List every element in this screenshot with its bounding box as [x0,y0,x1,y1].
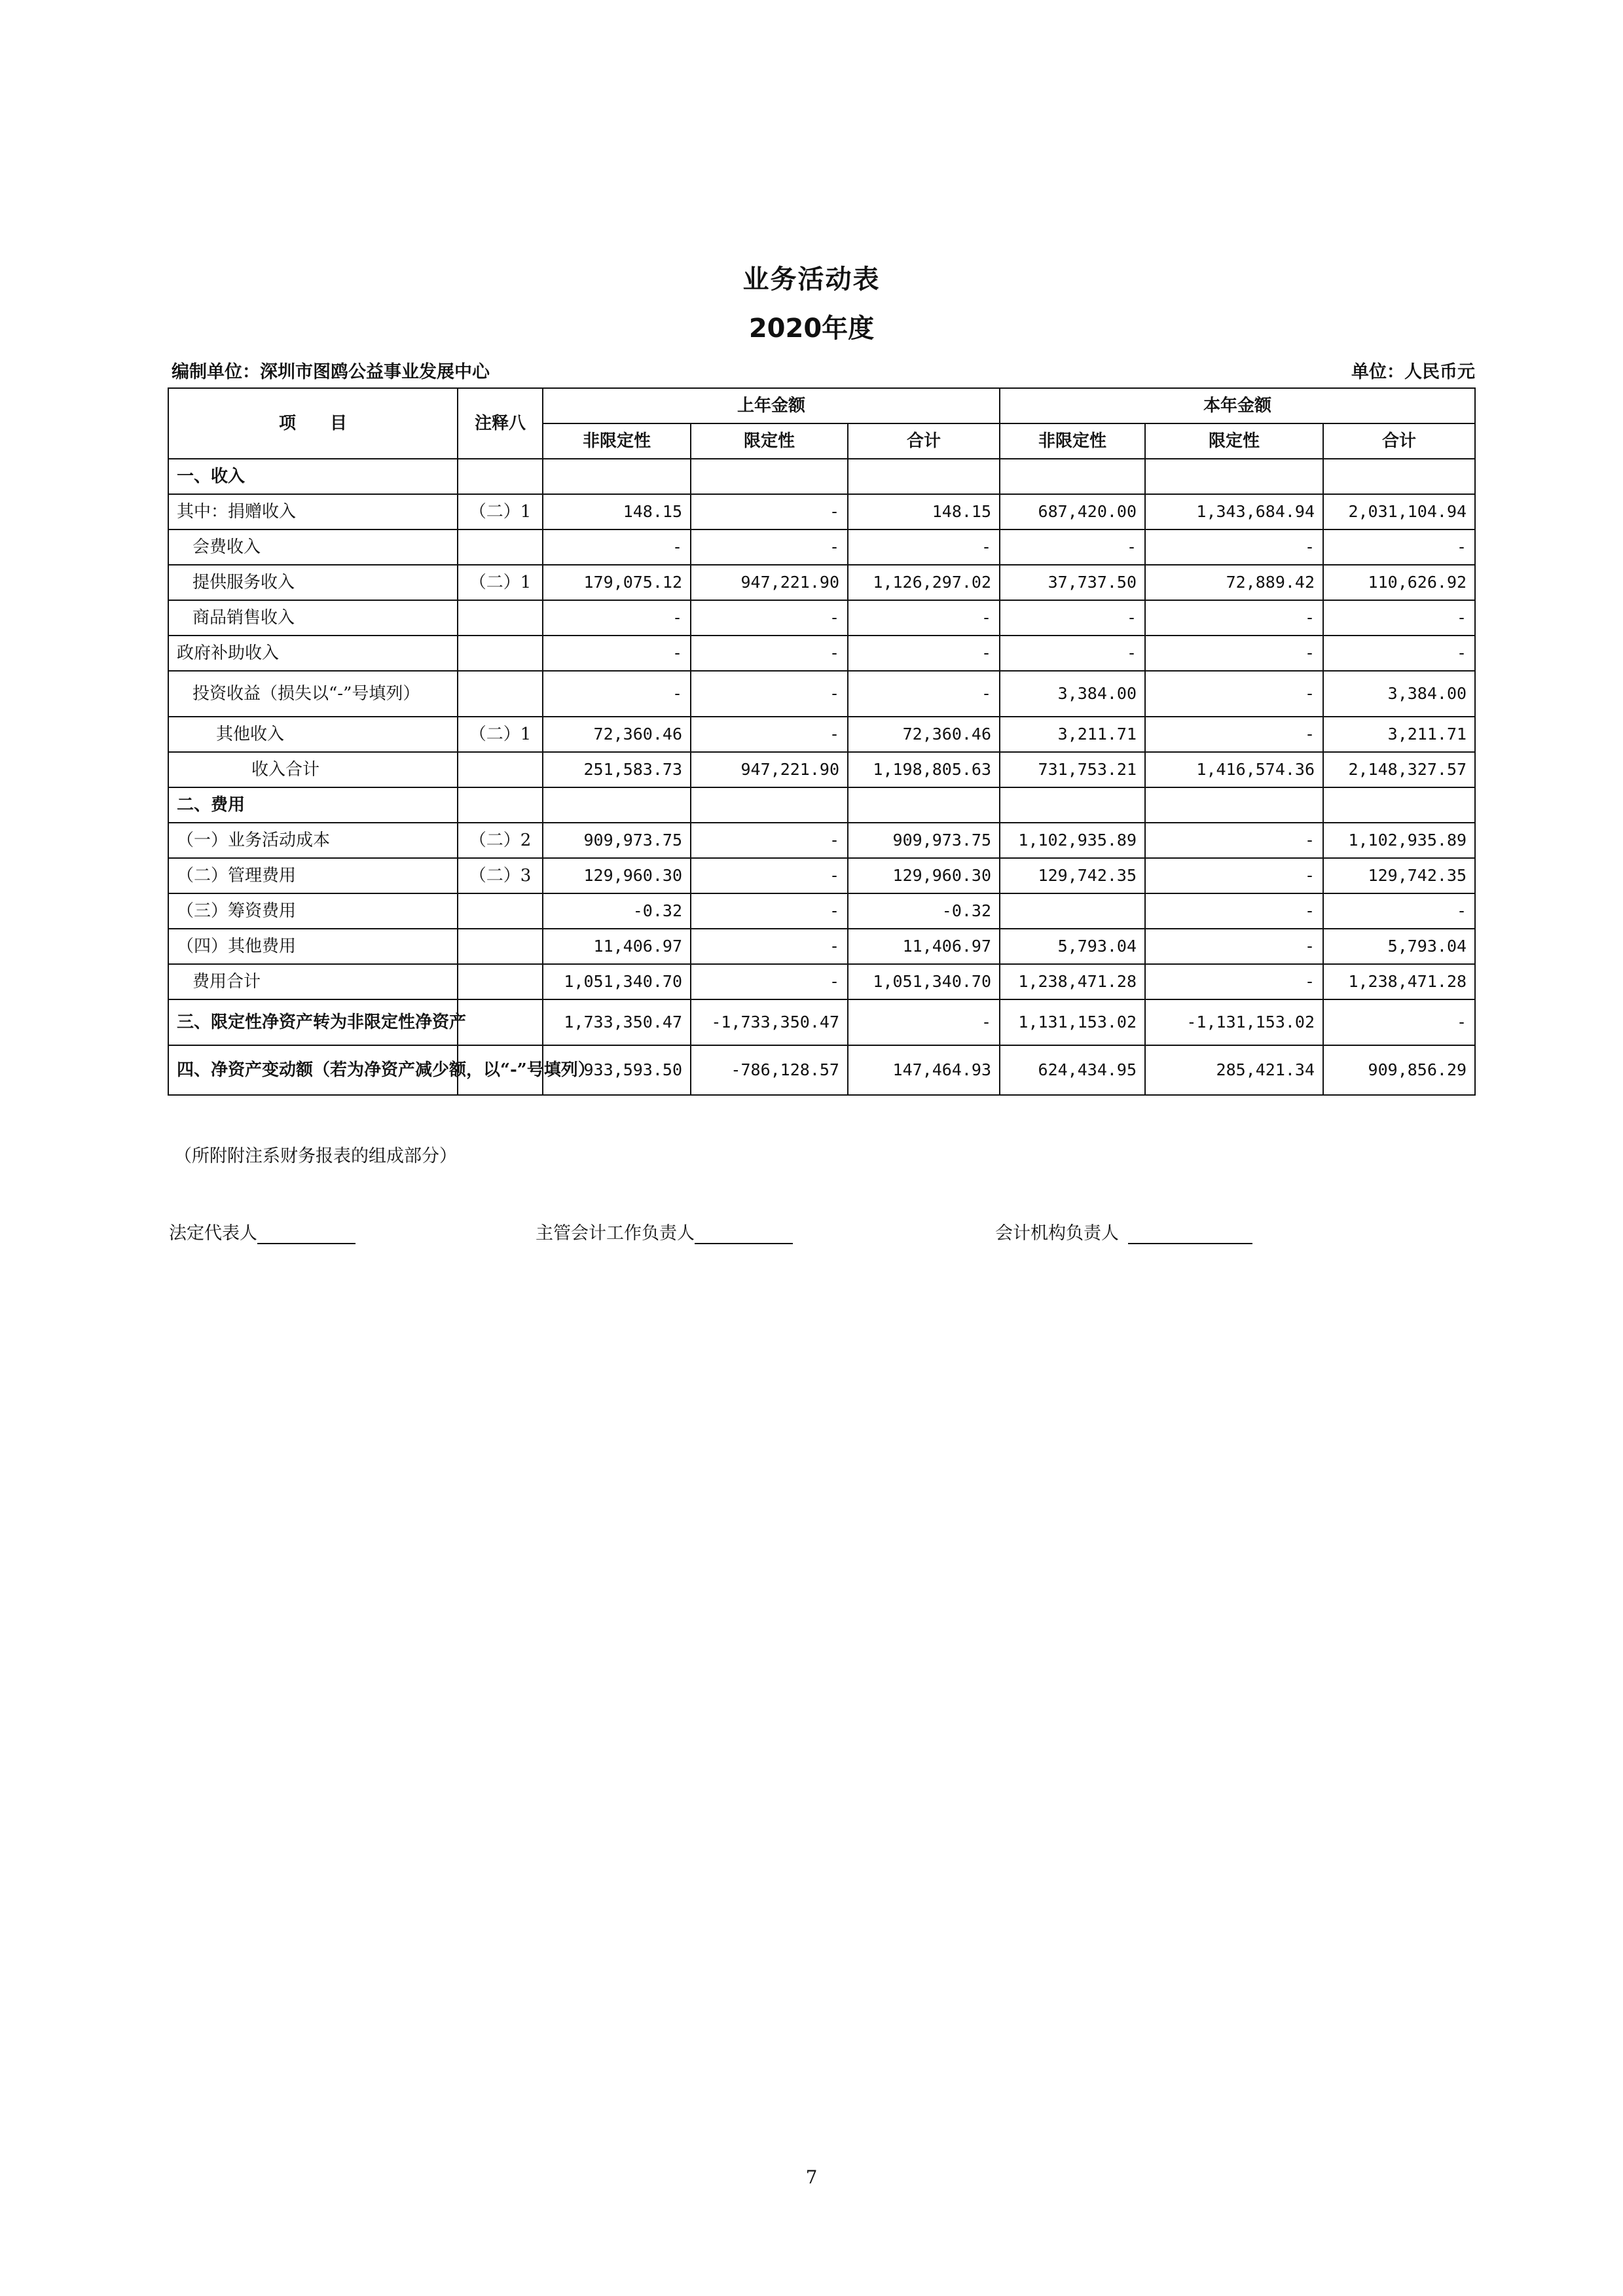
row-label: 三、限定性净资产转为非限定性净资产 [168,999,458,1045]
row-label: 一、收入 [168,459,458,494]
cell-prior-total: - [848,671,1000,717]
row-note [458,600,543,636]
cell-current-unrestricted: 1,238,471.28 [1000,964,1145,999]
header-row-1 [168,388,1475,423]
cell-current-total [1323,787,1475,823]
cell-prior-total: 1,126,297.02 [848,565,1000,600]
cell-current-total: - [1323,999,1475,1045]
cell-prior-unrestricted: - [543,671,691,717]
cell-prior-total [848,787,1000,823]
cell-prior-restricted: - [691,671,848,717]
cell-prior-total: 1,198,805.63 [848,752,1000,787]
row-label: 商品销售收入 [168,600,458,636]
cell-current-restricted [1145,787,1323,823]
report-year: 2020年度 [748,314,875,344]
cell-prior-unrestricted: - [543,529,691,565]
cell-prior-total [848,459,1000,494]
cell-prior-restricted: - [691,929,848,964]
cell-prior-total: -0.32 [848,893,1000,929]
preparing-org: 编制单位：深圳市图鸥公益事业发展中心 [172,362,490,382]
cell-prior-restricted: - [691,636,848,671]
cell-current-total: 5,793.04 [1323,929,1475,964]
row-label: 会费收入 [168,529,458,565]
report-title: 业务活动表 [742,264,881,295]
row-note [458,636,543,671]
row-note [458,964,543,999]
cell-prior-unrestricted: 933,593.50 [543,1045,691,1095]
cell-prior-total: 72,360.46 [848,717,1000,752]
cell-current-total [1323,459,1475,494]
cell-prior-total: 909,973.75 [848,823,1000,858]
signature-agency-head [995,1219,1252,1244]
cell-prior-unrestricted: 148.15 [543,494,691,529]
table-row [168,858,1475,893]
cell-current-unrestricted [1000,893,1145,929]
row-label: 费用合计 [168,964,458,999]
header-prior-restricted: 限定性 [691,423,848,459]
cell-prior-restricted [691,459,848,494]
cell-prior-total: 11,406.97 [848,929,1000,964]
row-label: （三）筹资费用 [168,893,458,929]
cell-prior-unrestricted: 251,583.73 [543,752,691,787]
cell-prior-restricted: - [691,964,848,999]
cell-prior-restricted: - [691,494,848,529]
business-activity-table [168,387,1476,1096]
table-row [168,823,1475,858]
table-row [168,717,1475,752]
cell-current-total: 2,148,327.57 [1323,752,1475,787]
row-note [458,529,543,565]
cell-prior-restricted: - [691,529,848,565]
cell-current-unrestricted: 37,737.50 [1000,565,1145,600]
cell-current-total: 1,102,935.89 [1323,823,1475,858]
cell-current-total: - [1323,600,1475,636]
cell-current-total: 3,211.71 [1323,717,1475,752]
cell-current-unrestricted: - [1000,600,1145,636]
table-row [168,999,1475,1045]
cell-current-restricted: - [1145,823,1323,858]
row-note: （二）2 [458,823,543,858]
header-note: 注释八 [458,388,543,459]
cell-prior-unrestricted: - [543,600,691,636]
signature-line [1128,1225,1252,1244]
cell-current-unrestricted: 3,384.00 [1000,671,1145,717]
row-note [458,752,543,787]
row-label: 二、费用 [168,787,458,823]
row-label: 其他收入 [168,717,458,752]
row-note: （二）1 [458,565,543,600]
cell-current-restricted: - [1145,717,1323,752]
row-label: 四、净资产变动额（若为净资产减少额，以“-”号填列） [168,1045,458,1095]
cell-current-restricted: 1,416,574.36 [1145,752,1323,787]
cell-prior-unrestricted [543,787,691,823]
header-prior-year: 上年金额 [543,388,1000,423]
table-row [168,636,1475,671]
header-current-restricted: 限定性 [1145,423,1323,459]
header-current-total: 合计 [1323,423,1475,459]
table-row [168,1045,1475,1095]
cell-current-restricted: - [1145,929,1323,964]
cell-prior-restricted: -786,128.57 [691,1045,848,1095]
cell-current-restricted: 285,421.34 [1145,1045,1323,1095]
row-note: （二）1 [458,717,543,752]
table-row [168,671,1475,717]
cell-current-unrestricted: 687,420.00 [1000,494,1145,529]
cell-prior-total: 1,051,340.70 [848,964,1000,999]
row-label: （一）业务活动成本 [168,823,458,858]
cell-current-unrestricted: - [1000,529,1145,565]
cell-prior-restricted: - [691,600,848,636]
table-row [168,600,1475,636]
header-current-year: 本年金额 [1000,388,1475,423]
cell-current-restricted: -1,131,153.02 [1145,999,1323,1045]
currency-unit: 单位：人民币元 [1351,362,1475,382]
row-note [458,893,543,929]
signature-line [695,1225,793,1244]
table-row [168,494,1475,529]
row-label: 提供服务收入 [168,565,458,600]
signature-acct-head [536,1219,793,1244]
cell-current-unrestricted: 5,793.04 [1000,929,1145,964]
row-label: 收入合计 [168,752,458,787]
cell-prior-unrestricted: 179,075.12 [543,565,691,600]
table-row [168,929,1475,964]
cell-current-restricted: - [1145,636,1323,671]
row-note [458,929,543,964]
cell-current-total: 909,856.29 [1323,1045,1475,1095]
cell-current-total: 2,031,104.94 [1323,494,1475,529]
cell-prior-unrestricted: - [543,636,691,671]
cell-current-unrestricted [1000,459,1145,494]
cell-current-total: - [1323,529,1475,565]
cell-current-restricted [1145,459,1323,494]
cell-prior-restricted: - [691,823,848,858]
cell-prior-total: - [848,636,1000,671]
cell-current-restricted: - [1145,964,1323,999]
cell-prior-unrestricted: 129,960.30 [543,858,691,893]
page-number: 7 [805,2166,818,2188]
cell-current-restricted: - [1145,600,1323,636]
footnote: （所附附注系财务报表的组成部分） [174,1146,457,1166]
row-label: （四）其他费用 [168,929,458,964]
signature-legal-rep-label: 法定代表人 [169,1223,257,1244]
row-note: （二）3 [458,858,543,893]
cell-prior-restricted: - [691,893,848,929]
cell-prior-restricted: - [691,858,848,893]
table-row [168,752,1475,787]
cell-current-restricted: - [1145,893,1323,929]
row-note [458,671,543,717]
cell-prior-restricted: 947,221.90 [691,752,848,787]
cell-current-restricted: - [1145,529,1323,565]
table-row [168,565,1475,600]
table-row [168,787,1475,823]
cell-prior-unrestricted: 1,051,340.70 [543,964,691,999]
cell-current-total: 129,742.35 [1323,858,1475,893]
cell-current-total: - [1323,893,1475,929]
cell-prior-total: - [848,529,1000,565]
cell-current-total: 110,626.92 [1323,565,1475,600]
cell-current-unrestricted: 1,102,935.89 [1000,823,1145,858]
cell-prior-unrestricted: 11,406.97 [543,929,691,964]
header-prior-total: 合计 [848,423,1000,459]
cell-current-unrestricted: - [1000,636,1145,671]
cell-current-restricted: - [1145,858,1323,893]
signature-acct-head-label: 主管会计工作负责人 [536,1223,695,1244]
table-row [168,529,1475,565]
header-current-unrestricted: 非限定性 [1000,423,1145,459]
cell-prior-restricted: 947,221.90 [691,565,848,600]
cell-prior-unrestricted: 1,733,350.47 [543,999,691,1045]
cell-current-restricted: - [1145,671,1323,717]
cell-prior-total: 148.15 [848,494,1000,529]
cell-prior-unrestricted: 909,973.75 [543,823,691,858]
header-prior-unrestricted: 非限定性 [543,423,691,459]
row-note [458,459,543,494]
cell-prior-total: 147,464.93 [848,1045,1000,1095]
cell-current-unrestricted: 731,753.21 [1000,752,1145,787]
table-row [168,459,1475,494]
cell-prior-total: - [848,600,1000,636]
row-note [458,787,543,823]
header-item: 项 目 [168,388,458,459]
row-label: （二）管理费用 [168,858,458,893]
cell-current-restricted: 72,889.42 [1145,565,1323,600]
table-row [168,893,1475,929]
signature-agency-head-label: 会计机构负责人 [995,1223,1119,1244]
cell-prior-unrestricted [543,459,691,494]
cell-current-unrestricted: 129,742.35 [1000,858,1145,893]
table-row [168,964,1475,999]
cell-current-unrestricted [1000,787,1145,823]
row-label: 政府补助收入 [168,636,458,671]
cell-prior-total: 129,960.30 [848,858,1000,893]
cell-prior-restricted: -1,733,350.47 [691,999,848,1045]
cell-current-restricted: 1,343,684.94 [1145,494,1323,529]
cell-current-total: - [1323,636,1475,671]
row-note: （二）1 [458,494,543,529]
row-label: 投资收益（损失以“-”号填列） [168,671,458,717]
cell-prior-total: - [848,999,1000,1045]
cell-current-unrestricted: 1,131,153.02 [1000,999,1145,1045]
signature-legal-rep [169,1219,356,1244]
cell-prior-unrestricted: -0.32 [543,893,691,929]
signature-line [257,1225,356,1244]
cell-prior-restricted [691,787,848,823]
cell-current-total: 3,384.00 [1323,671,1475,717]
cell-prior-unrestricted: 72,360.46 [543,717,691,752]
cell-current-total: 1,238,471.28 [1323,964,1475,999]
cell-prior-restricted: - [691,717,848,752]
row-note [458,999,543,1045]
cell-current-unrestricted: 624,434.95 [1000,1045,1145,1095]
row-label: 其中：捐赠收入 [168,494,458,529]
cell-current-unrestricted: 3,211.71 [1000,717,1145,752]
